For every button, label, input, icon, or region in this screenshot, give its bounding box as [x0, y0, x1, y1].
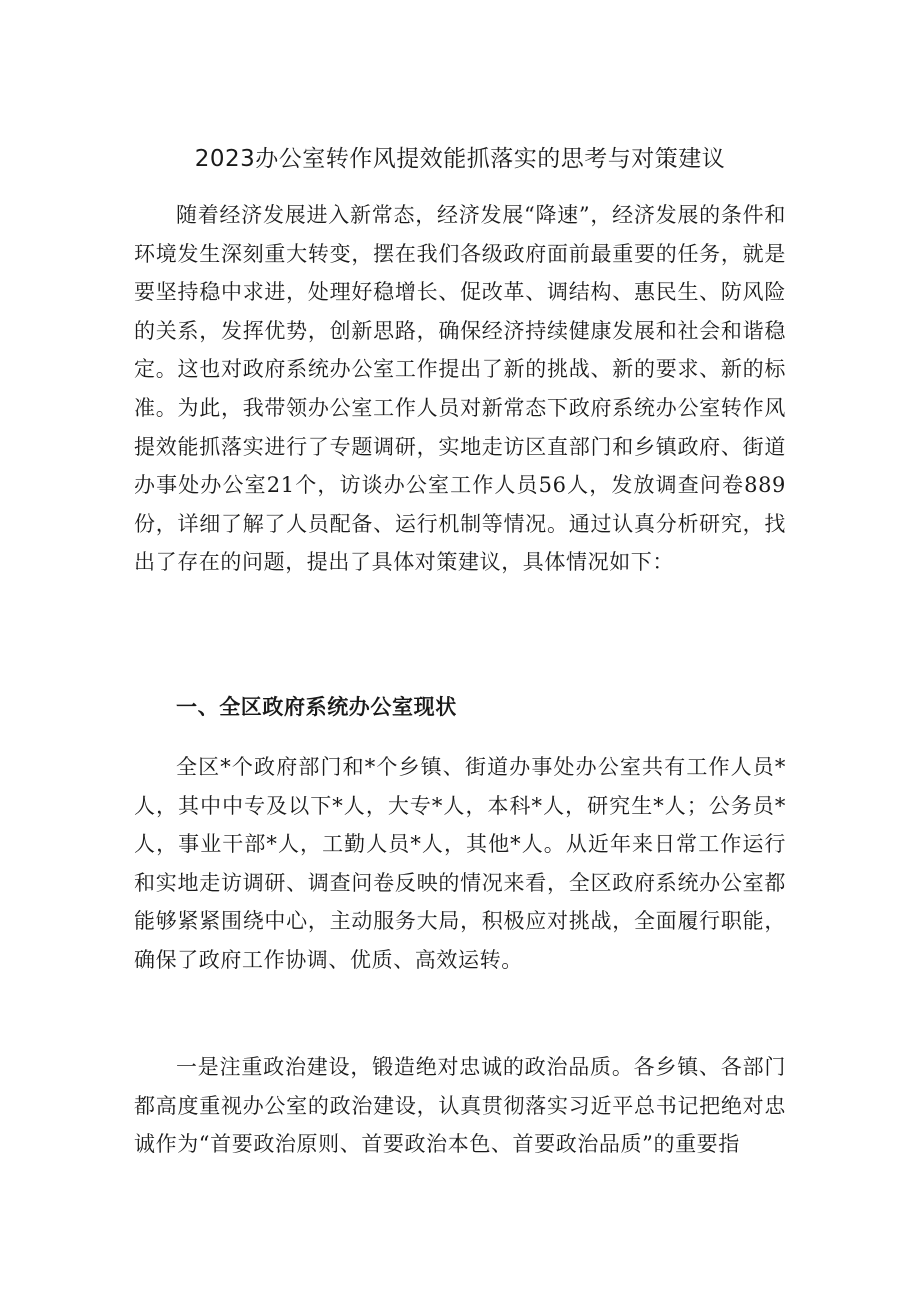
- political-building-paragraph: 一是注重政治建设，锻造绝对忠诚的政治品质。各乡镇、各部门都高度重视办公室的政治建设，认真贯彻落实习近平总书记把绝对忠诚作为“首要政治原则、首要政治本色、首要政治品质”的重要指: [134, 1055, 786, 1157]
- document-title: 2023办公室转作风提效能抓落实的思考与对策建议: [194, 146, 726, 172]
- status-paragraph: 全区*个政府部门和*个乡镇、街道办事处办公室共有工作人员*人，其中中专及以下*人，大专*人，本科*人，研究生*人；公务员*人，事业干部*人，工勤人员*人，其他*人。从近年来日常工作运行和实地走访调研、调查问卷反映的情况来看，全区政府系统办公室都能够紧紧围绕中心，主动服务大局，积极应对挑战，全面履行职能，确保了政府工作协调、优质、高效运转。: [134, 755, 786, 972]
- intro-paragraph: 随着经济发展进入新常态，经济发展“降速”，经济发展的条件和环境发生深刻重大转变，摆在我们各级政府面前最重要的任务，就是要坚持稳中求进，处理好稳增长、促改革、调结构、惠民生、防风险的关系，发挥优势，创新思路，确保经济持续健康发展和社会和谐稳定。这也对政府系统办公室工作提出了新的挑战、新的要求、新的标准。为此，我带领办公室工作人员对新常态下政府系统办公室转作风提效能抓落实进行了专题调研，实地走访区直部门和乡镇政府、街道办事处办公室21个，访谈办公室工作人员56人，发放调查问卷889份，详细了解了人员配备、运行机制等情况。通过认真分析研究，找出了存在的问题，提出了具体对策建议，具体情况如下：: [134, 203, 786, 575]
- section-heading-1: 一、全区政府系统办公室现状: [176, 695, 457, 719]
